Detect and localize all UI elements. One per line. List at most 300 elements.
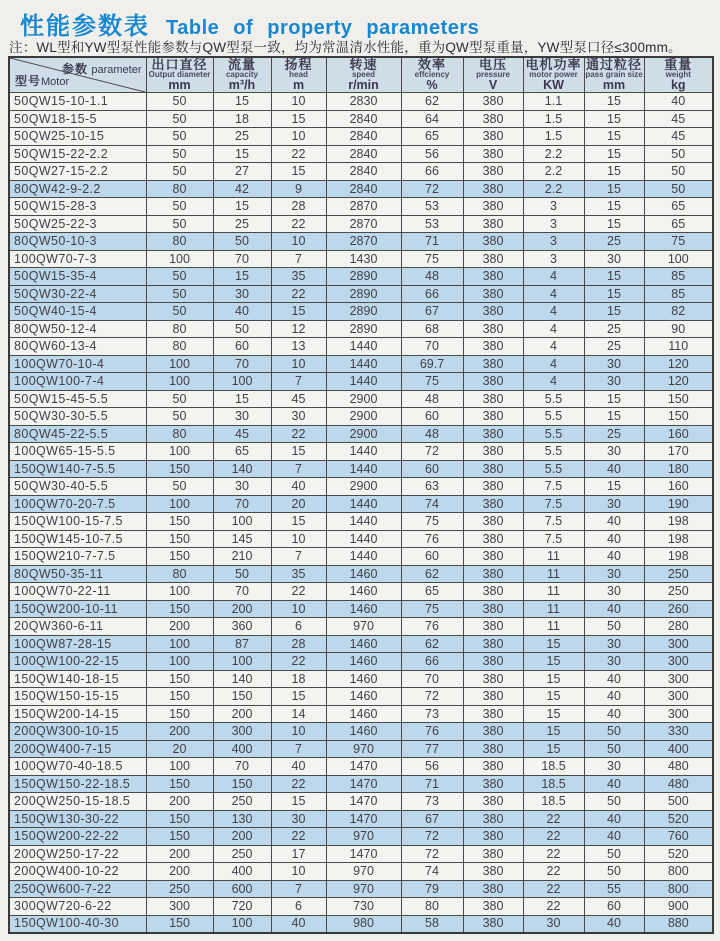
model-cell: 150QW150-15-15 <box>9 688 146 706</box>
value-cell: 3 <box>523 198 584 216</box>
value-cell: 760 <box>644 828 713 846</box>
table-row <box>9 863 713 881</box>
value-cell: 45 <box>644 128 713 146</box>
table-row <box>9 600 713 618</box>
value-cell: 380 <box>463 233 523 251</box>
value-cell: 7 <box>271 880 326 898</box>
value-cell: 15 <box>584 408 644 426</box>
value-cell: 10 <box>271 93 326 111</box>
value-cell: 80 <box>146 425 213 443</box>
value-cell: 380 <box>463 93 523 111</box>
value-cell: 18.5 <box>523 793 584 811</box>
value-cell: 50 <box>213 320 271 338</box>
value-cell: 55 <box>584 880 644 898</box>
value-cell: 40 <box>584 530 644 548</box>
value-cell: 22 <box>271 775 326 793</box>
value-cell: 40 <box>584 705 644 723</box>
value-cell: 150 <box>213 688 271 706</box>
value-cell: 970 <box>326 740 401 758</box>
column-header-efficiency: 效率 effciency % <box>401 57 463 93</box>
value-cell: 63 <box>401 478 463 496</box>
value-cell: 40 <box>584 600 644 618</box>
value-cell: 40 <box>213 303 271 321</box>
value-cell: 76 <box>401 530 463 548</box>
model-cell: 100QW70-22-11 <box>9 583 146 601</box>
value-cell: 40 <box>271 915 326 933</box>
value-cell: 15 <box>213 268 271 286</box>
value-cell: 50 <box>146 128 213 146</box>
value-cell: 520 <box>644 810 713 828</box>
model-cell: 100QW100-7-4 <box>9 373 146 391</box>
value-cell: 250 <box>644 565 713 583</box>
value-cell: 1460 <box>326 635 401 653</box>
value-cell: 20 <box>271 495 326 513</box>
value-cell: 2840 <box>326 110 401 128</box>
column-header-capacity: 流量 capacity m³/h <box>213 57 271 93</box>
value-cell: 300 <box>644 635 713 653</box>
value-cell: 25 <box>584 320 644 338</box>
value-cell: 210 <box>213 548 271 566</box>
value-cell: 66 <box>401 653 463 671</box>
table-row <box>9 583 713 601</box>
value-cell: 87 <box>213 635 271 653</box>
value-cell: 35 <box>271 268 326 286</box>
value-cell: 7.5 <box>523 495 584 513</box>
value-cell: 1470 <box>326 845 401 863</box>
value-cell: 15 <box>271 303 326 321</box>
value-cell: 40 <box>584 460 644 478</box>
value-cell: 2890 <box>326 285 401 303</box>
value-cell: 2890 <box>326 303 401 321</box>
value-cell: 3 <box>523 250 584 268</box>
table-header <box>9 57 713 93</box>
value-cell: 60 <box>401 460 463 478</box>
value-cell: 65 <box>644 215 713 233</box>
model-cell: 150QW140-18-15 <box>9 670 146 688</box>
value-cell: 40 <box>584 670 644 688</box>
value-cell: 70 <box>213 495 271 513</box>
corner-header-cell <box>9 57 146 93</box>
value-cell: 1440 <box>326 338 401 356</box>
value-cell: 380 <box>463 793 523 811</box>
value-cell: 1460 <box>326 688 401 706</box>
table-row <box>9 93 713 111</box>
value-cell: 145 <box>213 530 271 548</box>
value-cell: 380 <box>463 110 523 128</box>
model-cell: 150QW100-40-30 <box>9 915 146 933</box>
value-cell: 100 <box>146 495 213 513</box>
value-cell: 150 <box>146 513 213 531</box>
column-header-motor-power: 电机功率 motor power KW <box>523 57 584 93</box>
value-cell: 2.2 <box>523 180 584 198</box>
value-cell: 1470 <box>326 793 401 811</box>
value-cell: 42 <box>213 180 271 198</box>
value-cell: 65 <box>213 443 271 461</box>
value-cell: 65 <box>401 583 463 601</box>
table-row <box>9 495 713 513</box>
value-cell: 380 <box>463 460 523 478</box>
value-cell: 4 <box>523 268 584 286</box>
value-cell: 100 <box>213 915 271 933</box>
value-cell: 380 <box>463 810 523 828</box>
value-cell: 198 <box>644 548 713 566</box>
value-cell: 90 <box>644 320 713 338</box>
value-cell: 1470 <box>326 810 401 828</box>
value-cell: 3 <box>523 215 584 233</box>
value-cell: 200 <box>213 705 271 723</box>
value-cell: 10 <box>271 530 326 548</box>
value-cell: 22 <box>523 898 584 916</box>
value-cell: 76 <box>401 723 463 741</box>
value-cell: 1470 <box>326 775 401 793</box>
value-cell: 70 <box>213 250 271 268</box>
value-cell: 11 <box>523 565 584 583</box>
value-cell: 2840 <box>326 128 401 146</box>
value-cell: 100 <box>146 583 213 601</box>
value-cell: 15 <box>523 688 584 706</box>
value-cell: 120 <box>644 355 713 373</box>
value-cell: 800 <box>644 863 713 881</box>
value-cell: 50 <box>146 268 213 286</box>
value-cell: 11 <box>523 600 584 618</box>
value-cell: 65 <box>644 198 713 216</box>
model-cell: 300QW720-6-22 <box>9 898 146 916</box>
value-cell: 380 <box>463 565 523 583</box>
value-cell: 7.5 <box>523 478 584 496</box>
value-cell: 66 <box>401 163 463 181</box>
table-row <box>9 548 713 566</box>
value-cell: 22 <box>523 845 584 863</box>
value-cell: 380 <box>463 408 523 426</box>
value-cell: 2870 <box>326 198 401 216</box>
value-cell: 250 <box>146 880 213 898</box>
column-header-weight: 重量 weight kg <box>644 57 713 93</box>
value-cell: 140 <box>213 460 271 478</box>
value-cell: 380 <box>463 128 523 146</box>
value-cell: 40 <box>584 915 644 933</box>
value-cell: 15 <box>271 793 326 811</box>
value-cell: 150 <box>146 705 213 723</box>
value-cell: 150 <box>644 390 713 408</box>
value-cell: 25 <box>584 338 644 356</box>
corner-parameter-label: 参数 parameter <box>62 62 142 76</box>
value-cell: 380 <box>463 478 523 496</box>
model-cell: 200QW400-7-15 <box>9 740 146 758</box>
value-cell: 7 <box>271 373 326 391</box>
value-cell: 300 <box>213 723 271 741</box>
value-cell: 67 <box>401 810 463 828</box>
value-cell: 380 <box>463 618 523 636</box>
value-cell: 15 <box>523 670 584 688</box>
value-cell: 100 <box>146 443 213 461</box>
model-cell: 100QW70-7-3 <box>9 250 146 268</box>
value-cell: 380 <box>463 338 523 356</box>
model-cell: 80QW45-22-5.5 <box>9 425 146 443</box>
value-cell: 73 <box>401 705 463 723</box>
value-cell: 72 <box>401 443 463 461</box>
value-cell: 68 <box>401 320 463 338</box>
value-cell: 15 <box>213 145 271 163</box>
model-cell: 50QW15-35-4 <box>9 268 146 286</box>
value-cell: 200 <box>146 618 213 636</box>
value-cell: 22 <box>271 653 326 671</box>
value-cell: 50 <box>584 723 644 741</box>
value-cell: 15 <box>584 198 644 216</box>
value-cell: 730 <box>326 898 401 916</box>
model-cell: 50QW15-28-3 <box>9 198 146 216</box>
value-cell: 48 <box>401 268 463 286</box>
value-cell: 10 <box>271 355 326 373</box>
model-cell: 150QW200-14-15 <box>9 705 146 723</box>
value-cell: 50 <box>213 565 271 583</box>
value-cell: 50 <box>644 163 713 181</box>
value-cell: 85 <box>644 268 713 286</box>
value-cell: 170 <box>644 443 713 461</box>
value-cell: 15 <box>271 688 326 706</box>
model-cell: 150QW200-10-11 <box>9 600 146 618</box>
value-cell: 1440 <box>326 530 401 548</box>
table-row <box>9 478 713 496</box>
value-cell: 72 <box>401 688 463 706</box>
value-cell: 480 <box>644 758 713 776</box>
value-cell: 10 <box>271 600 326 618</box>
value-cell: 380 <box>463 495 523 513</box>
value-cell: 30 <box>584 583 644 601</box>
value-cell: 80 <box>146 180 213 198</box>
value-cell: 380 <box>463 635 523 653</box>
value-cell: 67 <box>401 303 463 321</box>
value-cell: 1440 <box>326 460 401 478</box>
value-cell: 180 <box>644 460 713 478</box>
value-cell: 11 <box>523 583 584 601</box>
table-row <box>9 268 713 286</box>
value-cell: 100 <box>213 653 271 671</box>
value-cell: 380 <box>463 548 523 566</box>
value-cell: 380 <box>463 863 523 881</box>
value-cell: 1.5 <box>523 110 584 128</box>
value-cell: 45 <box>213 425 271 443</box>
model-cell: 80QW50-35-11 <box>9 565 146 583</box>
value-cell: 380 <box>463 723 523 741</box>
value-cell: 480 <box>644 775 713 793</box>
value-cell: 72 <box>401 828 463 846</box>
value-cell: 150 <box>146 688 213 706</box>
value-cell: 71 <box>401 233 463 251</box>
value-cell: 50 <box>146 110 213 128</box>
value-cell: 74 <box>401 495 463 513</box>
value-cell: 15 <box>584 128 644 146</box>
value-cell: 400 <box>644 740 713 758</box>
value-cell: 9 <box>271 180 326 198</box>
value-cell: 4 <box>523 338 584 356</box>
value-cell: 380 <box>463 390 523 408</box>
value-cell: 2830 <box>326 93 401 111</box>
value-cell: 22 <box>271 425 326 443</box>
model-cell: 100QW70-40-18.5 <box>9 758 146 776</box>
model-cell: 80QW50-12-4 <box>9 320 146 338</box>
value-cell: 140 <box>213 670 271 688</box>
table-row <box>9 565 713 583</box>
table-row <box>9 880 713 898</box>
value-cell: 980 <box>326 915 401 933</box>
value-cell: 60 <box>401 548 463 566</box>
value-cell: 45 <box>271 390 326 408</box>
value-cell: 75 <box>401 373 463 391</box>
value-cell: 1440 <box>326 513 401 531</box>
value-cell: 150 <box>644 408 713 426</box>
value-cell: 22 <box>523 863 584 881</box>
value-cell: 300 <box>146 898 213 916</box>
value-cell: 7 <box>271 460 326 478</box>
value-cell: 150 <box>146 530 213 548</box>
value-cell: 2840 <box>326 180 401 198</box>
model-cell: 50QW18-15-5 <box>9 110 146 128</box>
value-cell: 250 <box>213 845 271 863</box>
value-cell: 6 <box>271 618 326 636</box>
value-cell: 520 <box>644 845 713 863</box>
value-cell: 15 <box>584 478 644 496</box>
value-cell: 2900 <box>326 390 401 408</box>
value-cell: 300 <box>644 688 713 706</box>
value-cell: 18.5 <box>523 758 584 776</box>
table-row <box>9 460 713 478</box>
value-cell: 15 <box>584 268 644 286</box>
value-cell: 75 <box>401 250 463 268</box>
table-row <box>9 793 713 811</box>
value-cell: 15 <box>523 705 584 723</box>
value-cell: 70 <box>401 670 463 688</box>
table-row <box>9 670 713 688</box>
value-cell: 30 <box>584 373 644 391</box>
value-cell: 30 <box>584 565 644 583</box>
value-cell: 200 <box>146 863 213 881</box>
value-cell: 40 <box>271 758 326 776</box>
value-cell: 80 <box>146 565 213 583</box>
model-cell: 200QW400-10-22 <box>9 863 146 881</box>
page-title-chinese: 性能参数表 <box>20 13 150 40</box>
table-row <box>9 758 713 776</box>
value-cell: 150 <box>146 915 213 933</box>
value-cell: 100 <box>146 653 213 671</box>
value-cell: 50 <box>146 198 213 216</box>
value-cell: 200 <box>213 600 271 618</box>
value-cell: 2900 <box>326 425 401 443</box>
value-cell: 380 <box>463 653 523 671</box>
value-cell: 5.5 <box>523 408 584 426</box>
value-cell: 1430 <box>326 250 401 268</box>
value-cell: 2.2 <box>523 163 584 181</box>
value-cell: 15 <box>271 163 326 181</box>
value-cell: 380 <box>463 583 523 601</box>
table-row <box>9 705 713 723</box>
value-cell: 330 <box>644 723 713 741</box>
value-cell: 380 <box>463 180 523 198</box>
value-cell: 2.2 <box>523 145 584 163</box>
value-cell: 30 <box>271 408 326 426</box>
value-cell: 150 <box>146 600 213 618</box>
value-cell: 7.5 <box>523 513 584 531</box>
value-cell: 50 <box>146 163 213 181</box>
value-cell: 900 <box>644 898 713 916</box>
value-cell: 7.5 <box>523 530 584 548</box>
value-cell: 15 <box>584 110 644 128</box>
column-header-head: 扬程 head m <box>271 57 326 93</box>
value-cell: 150 <box>146 775 213 793</box>
value-cell: 22 <box>523 810 584 828</box>
value-cell: 380 <box>463 198 523 216</box>
value-cell: 50 <box>146 303 213 321</box>
model-cell: 50QW15-45-5.5 <box>9 390 146 408</box>
value-cell: 76 <box>401 618 463 636</box>
value-cell: 70 <box>213 583 271 601</box>
value-cell: 27 <box>213 163 271 181</box>
model-cell: 80QW50-10-3 <box>9 233 146 251</box>
table-row <box>9 775 713 793</box>
value-cell: 4 <box>523 355 584 373</box>
table-row <box>9 215 713 233</box>
model-cell: 150QW150-22-18.5 <box>9 775 146 793</box>
value-cell: 22 <box>523 828 584 846</box>
model-cell: 50QW40-15-4 <box>9 303 146 321</box>
value-cell: 70 <box>213 355 271 373</box>
value-cell: 100 <box>146 373 213 391</box>
value-cell: 5.5 <box>523 443 584 461</box>
value-cell: 73 <box>401 793 463 811</box>
value-cell: 17 <box>271 845 326 863</box>
table-row <box>9 145 713 163</box>
value-cell: 18 <box>271 670 326 688</box>
value-cell: 2840 <box>326 163 401 181</box>
value-cell: 40 <box>584 548 644 566</box>
value-cell: 75 <box>644 233 713 251</box>
value-cell: 15 <box>213 93 271 111</box>
value-cell: 50 <box>584 618 644 636</box>
value-cell: 970 <box>326 828 401 846</box>
value-cell: 1440 <box>326 443 401 461</box>
value-cell: 56 <box>401 758 463 776</box>
value-cell: 1460 <box>326 653 401 671</box>
value-cell: 72 <box>401 180 463 198</box>
value-cell: 1.5 <box>523 128 584 146</box>
model-cell: 50QW30-30-5.5 <box>9 408 146 426</box>
value-cell: 13 <box>271 338 326 356</box>
value-cell: 190 <box>644 495 713 513</box>
value-cell: 15 <box>213 390 271 408</box>
value-cell: 25 <box>584 233 644 251</box>
value-cell: 150 <box>146 670 213 688</box>
value-cell: 2890 <box>326 320 401 338</box>
table-row <box>9 618 713 636</box>
table-row <box>9 723 713 741</box>
value-cell: 5.5 <box>523 460 584 478</box>
value-cell: 6 <box>271 898 326 916</box>
value-cell: 7 <box>271 740 326 758</box>
value-cell: 120 <box>644 373 713 391</box>
value-cell: 1460 <box>326 565 401 583</box>
value-cell: 1440 <box>326 548 401 566</box>
table-row <box>9 653 713 671</box>
value-cell: 40 <box>644 93 713 111</box>
value-cell: 25 <box>213 128 271 146</box>
value-cell: 15 <box>271 110 326 128</box>
value-cell: 30 <box>584 355 644 373</box>
value-cell: 160 <box>644 425 713 443</box>
value-cell: 50 <box>584 740 644 758</box>
value-cell: 60 <box>401 408 463 426</box>
model-cell: 80QW60-13-4 <box>9 338 146 356</box>
table-row <box>9 443 713 461</box>
value-cell: 1470 <box>326 758 401 776</box>
